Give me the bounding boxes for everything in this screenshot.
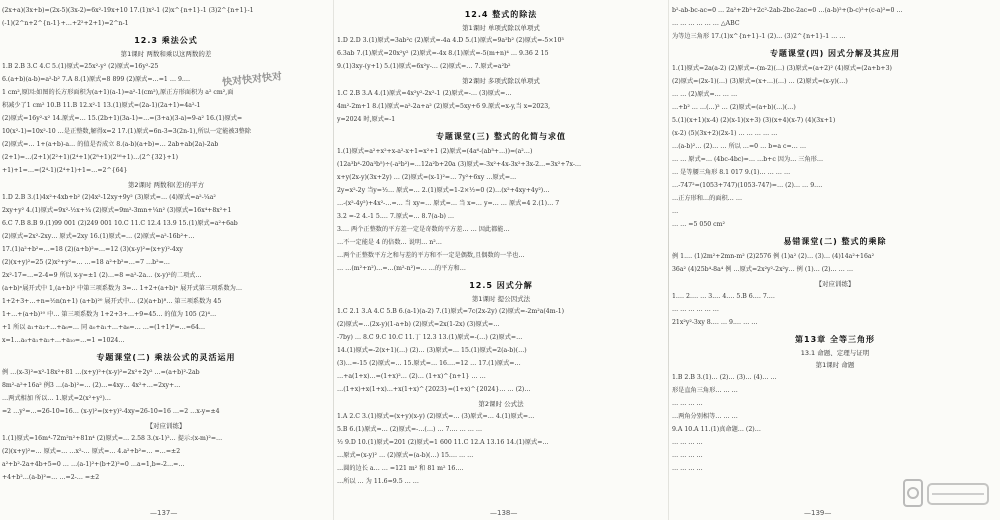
- answer-line: 14.(1)原式=-2(x+1)(…) (2)… (3)原式=… 15.(1)原式=2(a-b)(…): [337, 347, 527, 354]
- answer-lines: [672, 290, 998, 329]
- lesson-heading: 第2课时 公式法: [478, 400, 524, 408]
- answer-line: 3.2 =-2 4.-1 5.… 7.原式=… 8.7(a-b) …: [337, 213, 455, 220]
- answer-line: 3.… 两个正整数的平方差一定是奇数的平方差… … 因此都能…: [337, 226, 510, 233]
- answer-line: 为等边三角形 17.(1)x^{n+1}-1 (2)… (3)2^{n+1}-1 … …: [672, 33, 846, 40]
- lesson-heading: 第2课时 多项式除以单项式: [462, 77, 540, 85]
- answer-line: …所以 … 为 11.6=9.5 … …: [337, 478, 419, 485]
- right-page: [672, 4, 998, 520]
- answer-line: (a+b)ⁿ展开式中 1,(a+b)² 中第三项系数为 3=… 1+2+(a+b)ⁿ 展开式第三项系数为…: [2, 285, 243, 292]
- answer-line: 形是直角三角形… … …: [672, 387, 738, 394]
- answer-lines: [2, 4, 330, 30]
- answer-line: …两式相加 所以… 1.原式=2(x²+y²)…: [2, 395, 111, 402]
- answer-line: y=2024 时,原式=-1: [337, 116, 396, 123]
- answer-line: … … … …: [672, 452, 703, 459]
- section-heading: 12.5 因式分解: [469, 281, 533, 290]
- answer-line: 10(x²-1)=10x²-10 …是正整数,解得x=2 17.(1)原式=6n-3=3(2n-1),所以一定能被3整除: [2, 128, 251, 135]
- answer-line: 1+…+(a+b)¹⁰ 中… 第三项系数为 1+2+3+…+9=45… 的值为 105 (2)⁴…: [2, 311, 217, 318]
- answer-line: …-747²=(1053+747)(1053-747)=… (2)… … 9.…: [672, 182, 823, 189]
- answer-line: 积减少了1 cm² 10.B 11.B 12.x²-1 13.(1)原式=(2a-1)(2a+1)=4a²-1: [2, 102, 201, 109]
- answer-line: a²+b²-2a+4b+5=0 … …(a-1)²+(b+2)²=0 …a=1,b=-2…=…: [2, 461, 185, 468]
- lesson-heading: 第1课时 单项式除以单项式: [462, 24, 540, 32]
- section-subheading: 13.1 命题、定理与证明: [800, 349, 870, 357]
- answer-line: 1.C 2.1 3.A 4.C 5.B 6.(a-1)(a-2) 7.(1)原式=7c(2x-2y) (2)原式=-2m²a(4m-1): [337, 308, 565, 315]
- answer-lines: [672, 62, 998, 231]
- answer-line: 2y=x²-2y 当y=½… 原式=… 2.(1)原式=1-2×½=0 (2)…(x²+4xy+4y²)…: [337, 187, 550, 194]
- answer-line: …不一定能是 4 的倍数… 说明… n²…: [337, 239, 442, 246]
- page-number: —139—: [804, 509, 832, 517]
- answer-line: 36a² (4)25b⁴-8a⁴ 例 …原式=2x²y²-2x²y… 例 (1)… (2)… … …: [672, 266, 854, 273]
- page-number: —138—: [490, 509, 518, 517]
- answer-line: (3)…=-15 (2)原式=… 15.原式=… 16.…=12 … 17.(1)原式=…: [337, 360, 521, 367]
- answer-lines: [2, 366, 330, 418]
- answer-line: …: [672, 208, 679, 215]
- answer-line: … 是等腰三角形 8.1 017 9.(1)… … … …: [672, 169, 791, 176]
- answer-lines: [337, 410, 665, 488]
- answer-line: (2+1)=…(2+1)(2²+1)(2⁴+1)(2⁸+1)(2¹⁶+1)…(2^{32}+1): [2, 154, 179, 161]
- training-heading: 【对应训练】: [146, 422, 186, 430]
- answer-lines: [337, 87, 665, 126]
- training-heading: 【对应训练】: [815, 280, 855, 288]
- answer-line: …原式=(x-y)² … (2)原式=(a-b)(…) 15.… … …: [337, 452, 474, 459]
- answer-line: … … 原式=… (4bc-4bc)=… …b+c 因为… 三角形…: [672, 156, 824, 163]
- answer-line: (2)(x+y)²=25 (2)x²+y²=… …=18 a²+b²=…=7 …b²=…: [2, 259, 170, 266]
- answer-line: …+b² … …(…)² … (2)原式=(a+b)(…)(…): [672, 104, 796, 111]
- answer-lines: [2, 191, 330, 347]
- answer-line: … … … …: [672, 400, 703, 407]
- section-heading: 12.4 整式的除法: [464, 10, 538, 19]
- answer-line: 1.D 2.D 3.(1)原式=3ab²c (2)原式=-4a 4.D 5.(1)原式=9a²b² (2)原式=-5×10³: [337, 37, 564, 44]
- answer-line: 5.B 6.(1)原式=… (2)原式=-…(…) … 7.… … … …: [337, 426, 483, 433]
- answer-line: … … (2)原式=… … …: [672, 91, 738, 98]
- middle-page: [337, 4, 665, 520]
- answer-line: (2)原式=16y²-x² 14.原式=… 15.(2b+1)(3a-1)=…=(3+a)(3-a)=9-a² 16.(1)原式=: [2, 115, 243, 122]
- answer-line: 17.(1)a²+b²=…=18 (2)(a+b)²=…=12 (3)(x-y)²=(x+y)²-4xy: [2, 246, 183, 253]
- answer-line: (2)原式=… 1+(a+b)-a… 的值是否成立 8.(a-b)(a+b)=… 2ab+ab(2a)-2ab: [2, 141, 219, 148]
- answer-line: … … =5 050 cm²: [672, 221, 725, 228]
- corner-logo-icon: [902, 474, 994, 514]
- answer-line: 4m²-2m+1 8.(1)原式=a²-2a+a² (2)原式=5xy+6 9.原式=x-y,当 x=2023,: [337, 103, 551, 110]
- answer-line: (x-2) (5)(3x+2)(2x-1) … … … … …: [672, 130, 778, 137]
- answer-line: =2 …y²=…=26-10=16… (x-y)²=(x+y)²-4xy=26-10=16 …=2 …x-y=±4: [2, 408, 220, 415]
- answer-line: …+a(1+x)…=(1+x)²… (2)… (1+x)^{n+1} … …: [337, 373, 486, 380]
- answer-lines: [672, 4, 998, 43]
- answer-line: …两角分别相等… … …: [672, 413, 738, 420]
- answer-line: 1.(1)原式=16m⁴-72m²n²+81n⁴ (2)原式=… 2.58 3.(x-1)²… 提示:(x-m)²=…: [2, 435, 223, 442]
- lesson-heading: 第1课时 两数和乘以这两数的差: [120, 50, 212, 58]
- answer-line: 例 …(x-3)²=x²-18x²+81 …(x+y)²+(x-y)²=2x²+2y² …=(a+b)²-2ab: [2, 369, 200, 376]
- answer-line: -7by) … 8.C 9.C 10.C 11.丁 12.3 13.(1)原式=-(…) (2)原式=…: [337, 334, 523, 341]
- page-gutter: [668, 0, 669, 520]
- answer-line: …-(x²-4y²)+4x²-…=… 当 xy=… 原式=… 当 x=… y=… … 原式=4 2.(1)… 7: [337, 200, 560, 207]
- answer-line: …正方形和…的面积… …: [672, 195, 743, 202]
- answer-line: 1.(1)原式=a²+x²+x-a²-x+1=x²+1 (2)原式=(4a⁶-(ab³+…))=(a²…): [337, 148, 533, 155]
- answer-line: +1)+1=…=(2⁴-1)(2⁴+1)+1=…=2^{64}: [2, 167, 128, 174]
- answer-line: …圆的边长 a… … =121 m² 和 81 m² 16.…: [337, 465, 464, 472]
- answer-line: …(a-b)²… (2)… … 所以 …=0 … b=a c=… …: [672, 143, 807, 150]
- page-number: —137—: [150, 509, 178, 517]
- answer-line: 1.… 2.… … 3.… 4.… 5.B 6.… 7.…: [672, 293, 775, 300]
- answer-line: ½ 9.D 10.(1)原式=201 (2)原式=1 600 11.C 12.A 13.16 14.(1)原式=…: [337, 439, 549, 446]
- answer-line: (2)原式=2x²-2xy… 原式=2xy 16.(1)原式=… (2)原式=a²-16b²+…: [2, 233, 195, 240]
- answer-line: (-1)(2^n+2^{n-1}+…+2²+2+1)=2^n-1: [2, 20, 129, 27]
- answer-lines: [337, 34, 665, 73]
- answer-line: 1+2+3+…+n=½n(n+1) (a+b)²⁰ 展开式中… (2)(a+b)⁸… 第三项系数为 45: [2, 298, 222, 305]
- answer-line: … … … …: [672, 439, 703, 446]
- answer-line: 例 1.… (1)2m²+2mn-m² (2)2576 例 (1)a² (2)… (3)… (4)14a²+16a²: [672, 253, 875, 260]
- answer-line: …两个正整数平方之和与差的平方和不一定是偶数,且偶数的一半也…: [337, 252, 525, 259]
- answer-line: +4+b²…(a-b)²=… …=2-… =±2: [2, 474, 100, 481]
- answer-line: 2x²-17=…=2-4=9 所以 x-y=±1 (2)…=8 =a²-2a… (x-y)²的二项式…: [2, 272, 202, 279]
- answer-line: … …(m²+n²)…=…(m²-n²)=… …的平方和…: [337, 265, 466, 272]
- section-heading: 易错课堂(二) 整式的乘除: [783, 237, 887, 246]
- answer-lines: [672, 250, 998, 276]
- answer-line: … … … …: [672, 465, 703, 472]
- answer-line: b²-ab-bc-ac=0 … 2a²+2b²+2c²-2ab-2bc-2ac=0 …(a-b)²+(b-c)²+(c-a)²=0 …: [672, 7, 903, 14]
- answer-lines: [2, 432, 330, 484]
- answer-line: (2x+a)(3x+b)=(2x-5)(3x-2)=6x²-19x+10 17.(1)x²-1 (2)x^{n+1}-1 (3)2^{n+1}-1: [2, 7, 254, 14]
- answer-line: 1.(1)原式=2a(a-2) (2)原式=-(m-2)(…) (3)原式=(a+2)² (4)原式=(2a+b+3): [672, 65, 892, 72]
- answer-line: (12a³b⁴-20a³b⁵)÷(-a²b²)=…12a²b+20a (3)原式=-3x²+4x-3x²+3x-2…=3x²+7x-…: [337, 161, 582, 168]
- section-heading: 专题课堂(二) 乘法公式的灵活运用: [96, 353, 236, 362]
- lesson-heading: 第2课时 两数和(差)的平方: [127, 181, 205, 189]
- answer-line: … … … … … … △ABC: [672, 20, 740, 27]
- answer-line: 6.C 7.B 8.B 9.(1)99 001 (2)249 001 10.C 11.C 12.4 13.9 15.(1)原式=a²+6ab: [2, 220, 238, 227]
- answer-line: 21x²y²-3xy 8.… … 9.… … …: [672, 319, 758, 326]
- answer-line: 1.B 2.B 3.(1)… (2)… (3)… (4)… …: [672, 374, 777, 381]
- answer-line: +1 所以 a₁+a₂+…+a₆=… 同 a₀+a₁+…+a₆=… …=(1+1)⁶=…=64…: [2, 324, 206, 331]
- answer-line: x=1…a₀+a₁+a₂+…+a₁₀=…=1 =1024…: [2, 337, 125, 344]
- answer-line: 9.A 10.A 11.(1)真命题… (2)…: [672, 426, 761, 433]
- answer-line: 6.(a+b)(a-b)=a²-b² 7.A 8.(1)原式=8 899 (2)原式=…=1 … 9.…: [2, 76, 191, 83]
- lesson-heading: 第1课时 提公因式法: [471, 295, 531, 303]
- answer-line: 1 cm²,原因:如图的长方形面积为(a+1)(a-1)=a²-1(cm²),原正方形面积为 a² cm²,面: [2, 89, 234, 96]
- answer-line: 1.A 2.C 3.(1)原式=(x+y)(x-y) (2)原式=… (3)原式=… 4.(1)原式=…: [337, 413, 535, 420]
- answer-line: 8m²-a²+16a² 例3 …(a-b)²=… (2)…=4xy… 4x²+…=2xy+…: [2, 382, 181, 389]
- section-heading: 12.3 乘法公式: [134, 36, 198, 45]
- answer-line: 6.3ab 7.(1)原式=20x²y² (2)原式=-4x 8.(1)原式=-5(m+n)⁴ … 9.36 2 15: [337, 50, 549, 57]
- page-gutter: [333, 0, 334, 520]
- answer-line: (2)原式=…(2x-y)(1-a+b) (2)原式=2x(1-2x) (3)原式=…: [337, 321, 500, 328]
- answer-line: 1.D 2.B 3.(1)4x²+4xb+b² (2)4x²-12xy+9y² (3)原式=… (4)原式=a²-¼a²: [2, 194, 216, 201]
- section-heading: 专题课堂(四) 因式分解及其应用: [769, 49, 901, 58]
- answer-line: … … … … … …: [672, 306, 719, 313]
- answer-lines: [672, 371, 998, 475]
- answer-line: …(1+x)+x(1+x)…+x(1+x)^{2023}=(1+x)^{2024}… … (2)…: [337, 386, 531, 393]
- section-heading: 专题课堂(三) 整式的化简与求值: [435, 132, 567, 141]
- answer-line: x+y(2x-y)(3x+2y) … (2)原式=(x-1)²=… 7y²+6xy …原式=…: [337, 174, 517, 181]
- answer-line: (2)原式=(2x-1)(…) (3)原式=(x+…)(…) … (2)原式=(x-y)(…): [672, 78, 848, 85]
- answer-lines: [337, 145, 665, 275]
- answer-lines: [337, 305, 665, 396]
- answer-line: 2xy+y² 4.(1)原式=9x²-½x+¼ (2)原式=9m²-3mn+¼n² (3)原式=16x⁴+8x²+1: [2, 207, 232, 214]
- answer-line: (2)(x+y)²=… 原式=… …x²-… 原式=… 4.a²+b²=… =…=±2: [2, 448, 181, 455]
- lesson-heading: 第1课时 命题: [815, 361, 855, 369]
- answer-line: 1.B 2.B 3.C 4.C 5.(1)原式=25x²-y² (2)原式=16y²-25: [2, 63, 159, 70]
- answer-line: 5.(1)(x+1)(x-4) (2)(x-1)(x+3) (3)(x+4)(x-7) (4)(3x+1): [672, 117, 836, 124]
- answer-line: 1.C 2.B 3.A 4.(1)原式=4x²y²-2x²-1 (2)原式=-… (3)原式=…: [337, 90, 512, 97]
- watermark-stamp: 快对快对快对: [221, 71, 283, 89]
- chapter-heading: 第13章 全等三角形: [795, 335, 875, 344]
- answer-line: 9.(1)3xy-(y+1) 5.(1)原式=6x²y-… (2)原式=… 7.原式=a²b²: [337, 63, 511, 70]
